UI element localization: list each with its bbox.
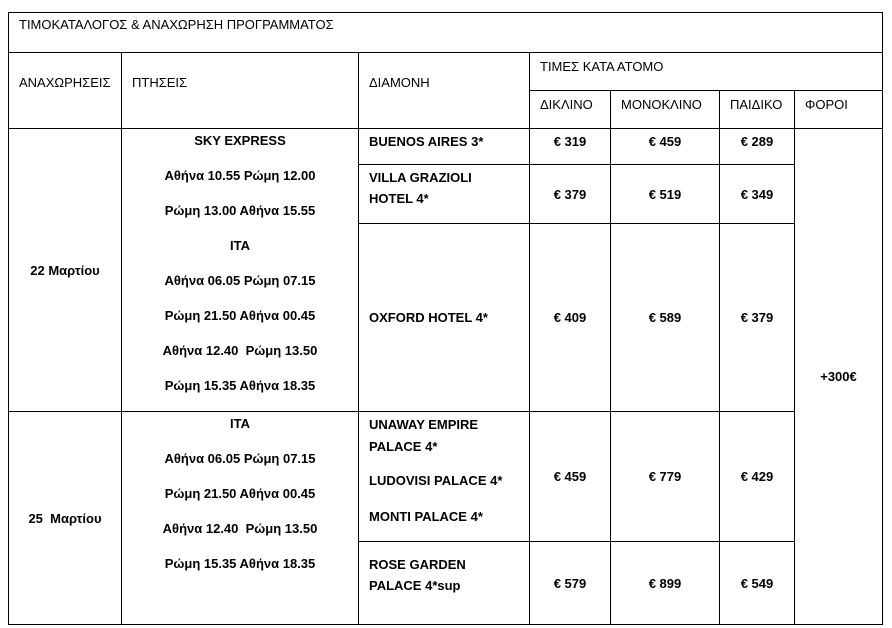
hotel-name: ROSE GARDEN PALACE 4*sup <box>359 542 530 625</box>
header-taxes: ΦΟΡΟΙ <box>795 91 883 129</box>
hotel-name: UNAWAY EMPIRE PALACE 4* <box>369 417 479 454</box>
airline: SKY EXPRESS <box>194 133 286 148</box>
flight-line: Αθήνα 06.05 Ρώμη 07.15 <box>164 273 316 288</box>
header-flights: ΠΤΗΣΕΙΣ <box>122 53 359 129</box>
table-row <box>9 129 883 165</box>
header-stay: ΔΙΑΜΟΝΗ <box>359 53 530 129</box>
table-row <box>9 412 883 542</box>
price-double: € 579 <box>530 542 611 625</box>
price-double: € 319 <box>530 129 611 165</box>
flight-line: Αθήνα 06.05 Ρώμη 07.15 <box>164 451 316 466</box>
title-row <box>9 13 883 53</box>
price-child: € 429 <box>720 412 795 542</box>
flight-line: Αθήνα 12.40 Ρώμη 13.50 <box>162 343 318 358</box>
flight-line: Αθήνα 12.40 Ρώμη 13.50 <box>162 521 318 536</box>
flight-line: Ρώμη 21.50 Αθήνα 00.45 <box>164 486 316 501</box>
header-row-1 <box>9 53 883 91</box>
table-title: ΤΙΜΟΚΑΤΑΛΟΓΟΣ & ΑΝΑΧΩΡΗΣΗ ΠΡΟΓΡΑΜΜΑΤΟΣ <box>9 13 883 53</box>
flight-line: Ρώμη 21.50 Αθήνα 00.45 <box>164 308 316 323</box>
price-child: € 349 <box>720 165 795 224</box>
price-double: € 459 <box>530 412 611 542</box>
hotel-group <box>359 412 530 542</box>
price-single: € 899 <box>611 542 720 625</box>
hotel-name: MONTI PALACE 4* <box>369 509 483 524</box>
flight-schedule <box>122 129 359 412</box>
flight-line: Ρώμη 13.00 Αθήνα 15.55 <box>164 203 316 218</box>
price-child: € 289 <box>720 129 795 165</box>
price-single: € 519 <box>611 165 720 224</box>
price-single: € 589 <box>611 224 720 412</box>
airline: ITA <box>230 416 250 431</box>
price-single: € 459 <box>611 129 720 165</box>
price-single: € 779 <box>611 412 720 542</box>
hotel-name: LUDOVISI PALACE 4* <box>369 473 503 488</box>
departure-date: 22 Μαρτίου <box>9 129 122 412</box>
price-double: € 409 <box>530 224 611 412</box>
price-child: € 379 <box>720 224 795 412</box>
flight-line: Ρώμη 15.35 Αθήνα 18.35 <box>164 378 316 393</box>
price-table <box>8 12 883 625</box>
hotel-name: BUENOS AIRES 3* <box>359 129 530 165</box>
hotel-name: VILLA GRAZIOLI HOTEL 4* <box>359 165 530 224</box>
price-double: € 379 <box>530 165 611 224</box>
header-single: ΜΟΝΟΚΛΙΝΟ <box>611 91 720 129</box>
airline: ITA <box>230 238 250 253</box>
flight-line: Αθήνα 10.55 Ρώμη 12.00 <box>164 168 316 183</box>
departure-date: 25 Μαρτίου <box>9 412 122 625</box>
hotel-name: OXFORD HOTEL 4* <box>359 224 530 412</box>
price-child: € 549 <box>720 542 795 625</box>
header-departures: ΑΝΑΧΩΡΗΣΕΙΣ <box>9 53 122 129</box>
header-double: ΔΙΚΛΙΝΟ <box>530 91 611 129</box>
header-child: ΠΑΙΔΙΚΟ <box>720 91 795 129</box>
header-prices-per-person: ΤΙΜΕΣ ΚΑΤΑ ΑΤΟΜΟ <box>530 53 883 91</box>
taxes-value: +300€ <box>795 129 883 625</box>
flight-schedule <box>122 412 359 625</box>
flight-line: Ρώμη 15.35 Αθήνα 18.35 <box>164 556 316 571</box>
